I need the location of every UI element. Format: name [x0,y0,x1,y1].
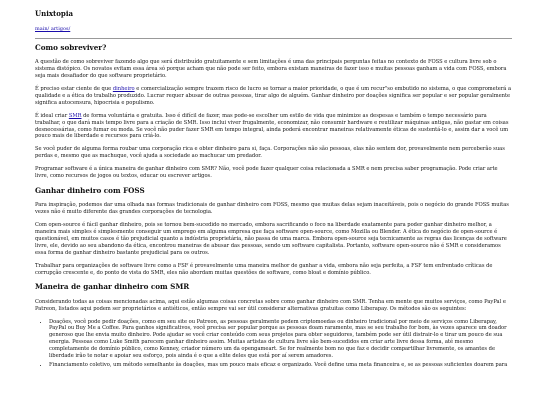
link-smr[interactable]: SMR [68,112,82,119]
site-title: Unixtopia [35,9,74,18]
section-heading-maneira-smr: Maneira de ganhar dinheiro com SMR [35,282,190,292]
paragraph-text: É preciso estar ciente de que [35,86,113,92]
header-divider [35,38,512,39]
section-heading-como-sobreviver: Como sobreviver? [35,43,107,52]
section-heading-ganhar-dinheiro-foss: Ganhar dinheiro com FOSS [35,185,145,195]
list-item: • Financiamento coletivo, um método semelhante às doações, mas um pouco mais eficaz e organizado. Você define uma meta financeira e, se as pessoas suficientes doarem para [49,362,512,369]
paragraph-text: de forma voluntária e gratuita. Isso é difícil de fazer, mas pode-se escolher um estilo de vida que minimize as despesas e também o tempo necessário para trabalhar, o que dará mais tempo livre para a criação de SMR. Isso inclui viver frugalmente, economizar, não consumir hardware e reutilizar máquinas antigas, não gastar em coisas desnecessárias, como fumar ou moda. Se você não puder fazer SMR em tempo integral, ainda poderá encontrar maneiras relativamente éticas de sustentá-lo e, assim dar a você um pouco mais de liberdade e recursos para criá-lo. [35,112,509,140]
list-item: • Doações, você pode pedir doações, como em seu site ou Patreon, as pessoas geralmente pedem criptomoedas ou dinheiro tradicional por meio de serviços como Liberapay, PayPal ou Buy Me a Coffee. Para ganhos significativos, você precisa ser popular porque as pessoas doam raramente, mas se seu trabalho for bom, às vezes aparece um doador generoso que lhe envia muito dinheiro. Pode ajudar se você criar conteúdo com seus projetos para obter seguidores, também pode ser útil distrair-lo e tirar um pouco de sua energia. Pessoas como Luke Smith parecem ganhar dinheiro assim. Muitas artistas de cultura livre são bem-sucedidos em criar arte livre dessa forma, até mesmo completamente de domínio público, como Kenney, criador número um da opengameart. Se for realmente bom no que faz e decidir compartilhar livremente, os amantes de liberdade irão te notar e apoiar seu esforço, pois ainda é o que a elite deles que está por aí serem amadores. [49,319,512,360]
paragraph: Trabalhar para organizações de software livre como a FSF é provavelmente uma maneira melhor de ganhar a vida, embora não seja perfeita, a FSF tem enfrentado críticas de corrupção crescente e, do ponto de vista do SMR, eles não abordam muitas questões de software, como bloat e domínio público. [35,262,493,276]
link-dinheiro[interactable]: dinheiro [112,86,135,92]
breadcrumb-link[interactable]: main/ artigos/ [35,26,71,32]
paragraph: Considerando todas as coisas mencionadas acima, aqui estão algumas coisas concretas sobre como ganhar dinheiro com SMR. Tenha em mente que muitos serviços, como PayPal e Patreon, listados aqui podem ser proprietários e antiéticos, então sempre vai ser útil considerar alternativas gratuitas como Liberapay. Os métodos são os seguintes: [35,298,506,312]
paragraph: Se você puder de alguma forma roubar uma corporação rica e obter dinheiro para si, faça. Corporações não são pessoas, elas não sentem dor, provavelmente nem perceberão suas perdas e, mesmo que as machuque, você ajuda a sociedade ao machucar um predador. [35,146,505,160]
paragraph: Para inspiração, podemos dar uma olhada nas formas tradicionais de ganhar dinheiro com FOSS, mesmo que muitas delas sejam inaceitáveis, pois o negócio do grande FOSS muitas vezes não é muito diferente das grandes corporações de tecnologia. [35,202,509,216]
paragraph-text: e comercialização sempre trazem risco de lucro se tornar a maior prioridade, o que é um recur"so embutido no sistema, o que comprometerá a qualidade e a ética do trabalho produzido. Lucrar requer abusar de outras pessoas, tirar algo de alguém. Ganhar dinheiro por doações significa ser popular e ser popular geralmente significa autocensura, hipocrisia e populismo. [35,86,512,106]
paragraph: A questão de como sobreviver fazendo algo que será distribuído gratuitamente e sem limitações é uma das principais perguntas feitas no contexto de FOSS e cultura livre sob o sistema distópico. Os novatos evitam essa área só porque acham que não pode ser feito, embora existam maneiras de fazer isso e muitas pessoas ganham a vida com FOSS, embora seja mais desafiador do que software proprietário. [35,59,507,80]
paragraph: Com open-source é fácil ganhar dinheiro, pois se tornou bem-sucedido no mercado, embora sacrificando o foco na liberdade exatamente para poder ganhar dinheiro melhor, a maneira mais simples é simplesmente conseguir um emprego em alguma empresa que faça software open-source, como Mozilla ou Blender. A ética do negócio de open-source é questionável, em muitos casos é tão prejudicial quanto a indústria proprietária, não passa de uma marca. Embora open-source seja tecnicamente as regras das licenças de software livre, ele, devido ao seu abandono da ética, encontrou maneiras de abusar das pessoas, sendo um software capitalista. Portanto, software open-source não é SMR e consideramos essa forma de ganhar dinheiro bastante prejudicial para os outros. [35,222,507,256]
paragraph-text: É ideal criar [35,112,69,119]
breadcrumb [35,26,512,32]
paragraph [35,86,512,107]
methods-list [35,319,512,369]
paragraph [35,113,512,141]
paragraph: Programar software é a única maneira de ganhar dinheiro com SMR? Não, você pode fazer qualquer coisa relacionada a SMR e nem precisa saber programação. Pode criar arte livre, como recursos de jogos ou textos, educar ou escrever artigos. [35,166,498,180]
